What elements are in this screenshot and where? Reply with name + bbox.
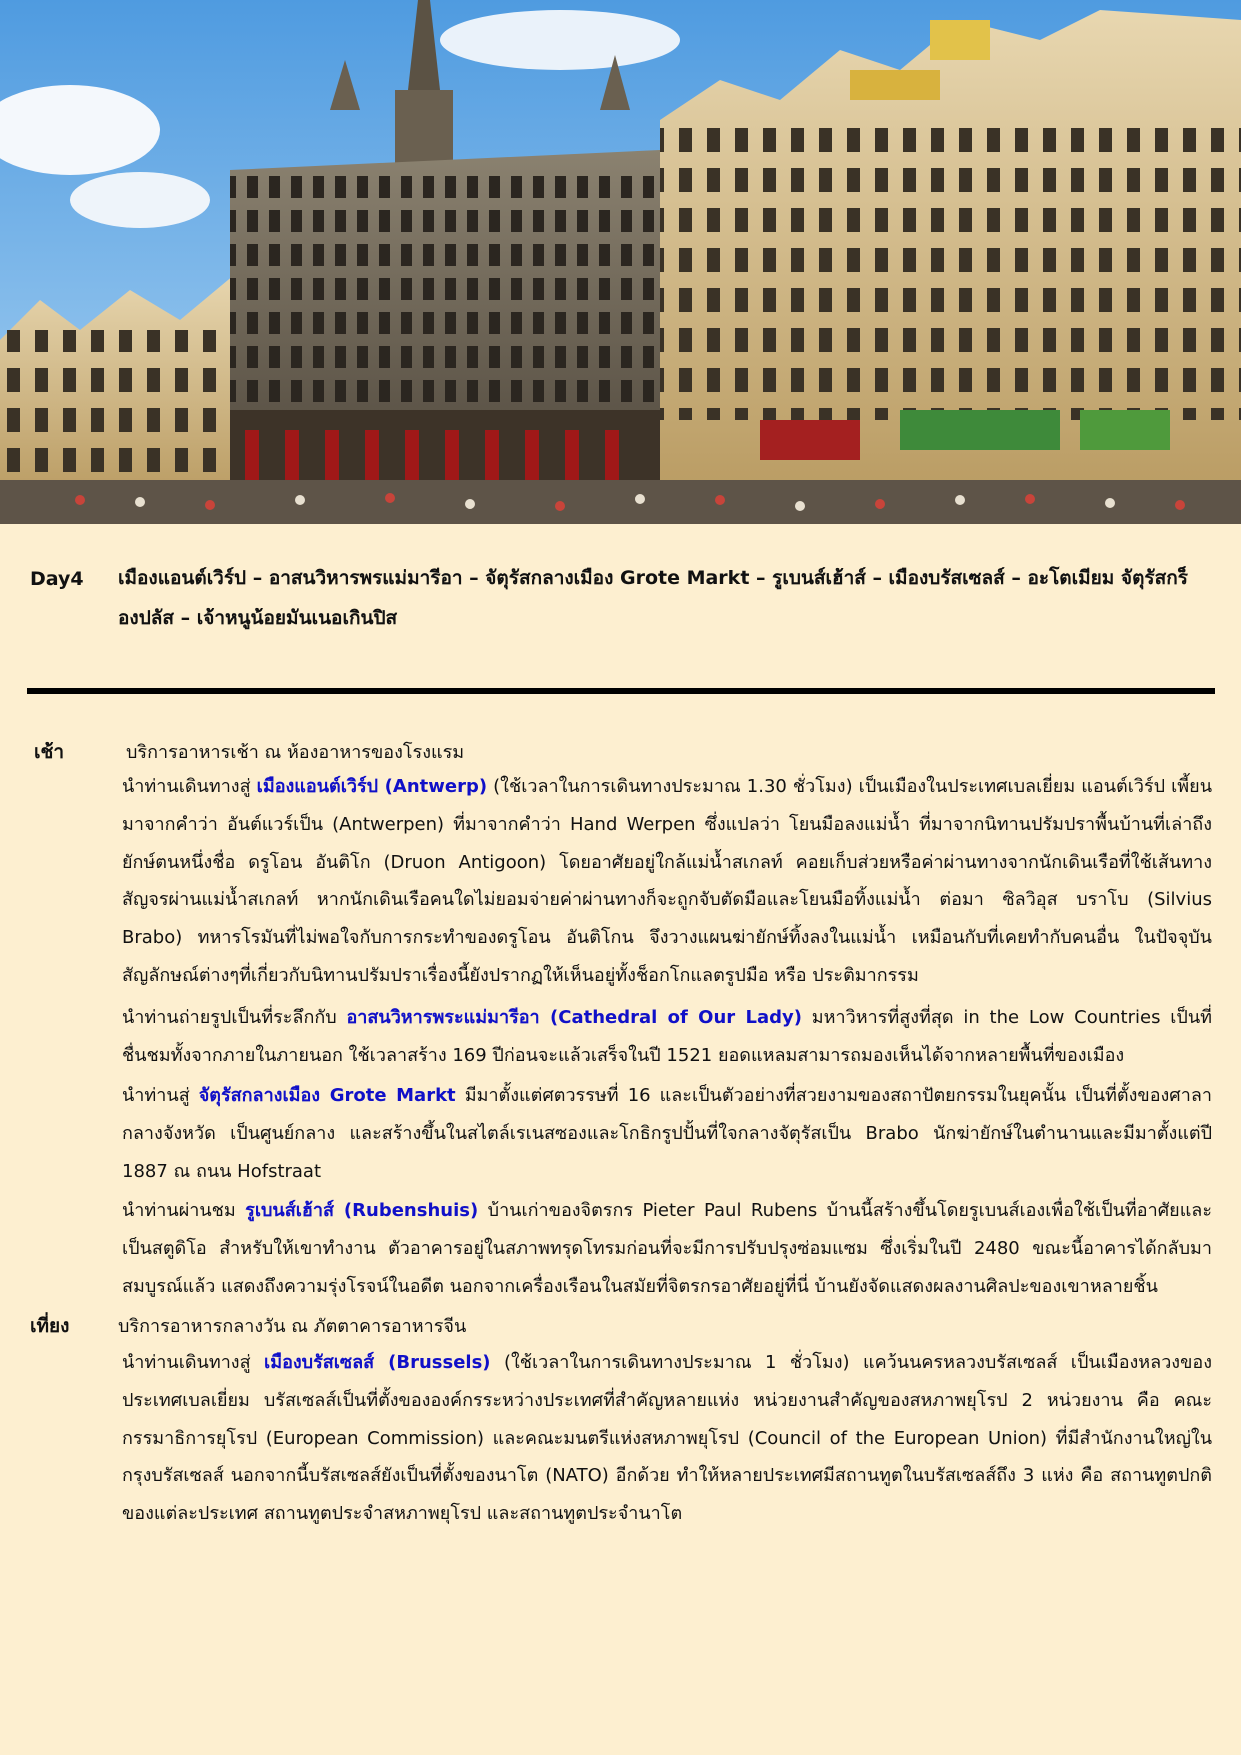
highlight-grote-markt: จัตุรัสกลางเมือง Grote Markt xyxy=(198,1085,456,1106)
breakfast-label: เช้า xyxy=(34,741,65,763)
text: บ้านเก่าของจิตรกร Pieter Paul Rubens บ้านนี้สร้างขึ้นโดยรูเบนส์เองเพื่อใช้เป็นที่อาศัยและเป็นสตูดิโอ สำหรับให้เขาทำงาน ตัวอาคารอยู่ในสภาพทรุดโทรมก่อนที่จะมีการปรับปรุงซ่อมแซม ซึ่งเริ่มในปี 2480 ขณะนี้อาคารได้กลับมาสมบูรณ์แล้ว แสดงถึงความรุ่งโรจน์ในอดีต นอกจากเครื่องเรือนในสมัยที่จิตรกรอาศัยอยู่ที่นี่ บ้านยังจัดแสดงผลงานศิลปะของเขาหลายชิ้น xyxy=(122,1200,1212,1297)
highlight-rubenshuis: รูเบนส์เฮ้าส์ (Rubenshuis) xyxy=(245,1200,479,1221)
text: นำท่านเดินทางสู่ xyxy=(122,1352,265,1373)
grote-markt-paragraph xyxy=(122,1077,1212,1190)
antwerp-paragraph xyxy=(122,768,1212,995)
grand-place-photo xyxy=(0,0,1241,524)
lunch-label: เที่ยง xyxy=(30,1315,70,1337)
highlight-brussels: เมืองบรัสเซลส์ (Brussels) xyxy=(264,1352,491,1373)
text: นำท่านเดินทางสู่ xyxy=(122,776,257,797)
rubenshuis-paragraph xyxy=(122,1192,1212,1305)
text: มีมาตั้งแต่ศตวรรษที่ 16 และเป็นตัวอย่างที่สวยงามของสถาปัตยกรรมในยุคนั้น เป็นที่ตั้งของศาลากลางจังหวัด เป็นศูนย์กลาง และสร้างขึ้นในสไตล์เรเนสซองและโกธิกรูปปั้นที่ใจกลางจัตุรัสเป็น Brabo นักฆ่ายักษ์ในตำนานและมีมาตั้งแต่ปี 1887 ณ ถนน Hofstraat xyxy=(122,1085,1212,1182)
highlight-cathedral: อาสนวิหารพระแม่มารีอา (Cathedral of Our Lady) xyxy=(346,1007,802,1028)
text: มหาวิหารที่สูงที่สุด in the Low Countries เป็นที่ชื่นชมทั้งจากภายในภายนอก ใช้เวลาสร้าง 169 ปีก่อนจะแล้วเสร็จในปี 1521 ยอดแหลมสามารถมองเห็นได้จากหลายพื้นที่ของเมือง xyxy=(122,1007,1212,1066)
divider xyxy=(27,688,1215,694)
brussels-paragraph xyxy=(122,1344,1212,1533)
highlight-antwerp: เมืองแอนต์เวิร์ป (Antwerp) xyxy=(256,776,488,797)
text: นำท่านถ่ายรูปเป็นที่ระลึกกับ xyxy=(122,1007,347,1028)
text: นำท่านสู่ xyxy=(122,1085,199,1106)
text: นำท่านผ่านชม xyxy=(122,1200,246,1221)
text: (ใช้เวลาในการเดินทางประมาณ 1.30 ชั่วโมง) เป็นเมืองในประเทศเบลเยี่ยม แอนต์เวิร์ป เพี้ยนมาจากคำว่า อันต์แวร์เป็น (Antwerpen) ที่มาจากคำว่า Hand Werpen ซึ่งแปลว่า โยนมือลงแม่น้ำ ที่มาจากนิทานปรัมปราพื้นบ้านที่เล่าถึงยักษ์ตนหนึ่งชื่อ ดรูโอน อันติโก (Druon Antigoon) โดยอาศัยอยู่ใกล้แม่น้ำสเกลท์ คอยเก็บส่วยหรือค่าผ่านทางจากนักเดินเรือที่ใช้เส้นทางสัญจรผ่านแม่น้ำสเกลท์ หากนักเดินเรือคนใดไม่ยอมจ่ายค่าผ่านทางก็จะถูกจับตัดมือและโยนมือทิ้งแม่น้ำ ต่อมา ซิลวิอุส บราโบ (Silvius Brabo) ทหารโรมันที่ไม่พอใจกับการกระทำของดรูโอน อันติโกน จึงวางแผนฆ่ายักษ์ทิ้งลงในแม่น้ำ เหมือนกับที่เคยทำกับคนอื่น ในปัจจุบันสัญลักษณ์ต่างๆที่เกี่ยวกับนิทานปรัมปราเรื่องนี้ยังปรากฏให้เห็นอยู่ทั้งช็อกโกแลตรูปมือ หรือ ประติมากรรม xyxy=(122,776,1213,986)
breakfast-text: บริการอาหารเช้า ณ ห้องอาหารของโรงแรม xyxy=(126,742,465,763)
day-title: เมืองแอนต์เวิร์ป – อาสนวิหารพรแม่มารีอา – จัตุรัสกลางเมือง Grote Markt – รูเบนส์เฮ้าส์ – เมืองบรัสเซลส์ – อะโตเมียม จัตุรัสกร็องปลัส – เจ้าหนูน้อยมันเนอเกินปิส xyxy=(118,567,1188,629)
text: (ใช้เวลาในการเดินทางประมาณ 1 ชั่วโมง) แคว้นนครหลวงบรัสเซลส์ เป็นเมืองหลวงของประเทศเบลเยี่ยม บรัสเซลส์เป็นที่ตั้งขององค์กรระหว่างประเทศที่สำคัญหลายแห่ง หน่วยงานสำคัญของสหภาพยุโรป 2 หน่วยงาน คือ คณะกรรมาธิการยุโรป (European Commission) และคณะมนตรีแห่งสหภาพยุโรป (Council of the European Union) ที่มีสำนักงานใหญ่ในกรุงบรัสเซลส์ นอกจากนี้บรัสเซลส์ยังเป็นที่ตั้งของนาโต (NATO) อีกด้วย ทำให้หลายประเทศมีสถานทูตในบรัสเซลส์ถึง 3 แห่ง คือ สถานทูตปกติของแต่ละประเทศ สถานทูตประจำสหภาพยุโรป และสถานทูตประจำนาโต xyxy=(122,1352,1213,1525)
cathedral-paragraph xyxy=(122,999,1212,1075)
day-label: Day4 xyxy=(30,568,84,590)
lunch-text: บริการอาหารกลางวัน ณ ภัตตาคารอาหารจีน xyxy=(118,1316,467,1337)
